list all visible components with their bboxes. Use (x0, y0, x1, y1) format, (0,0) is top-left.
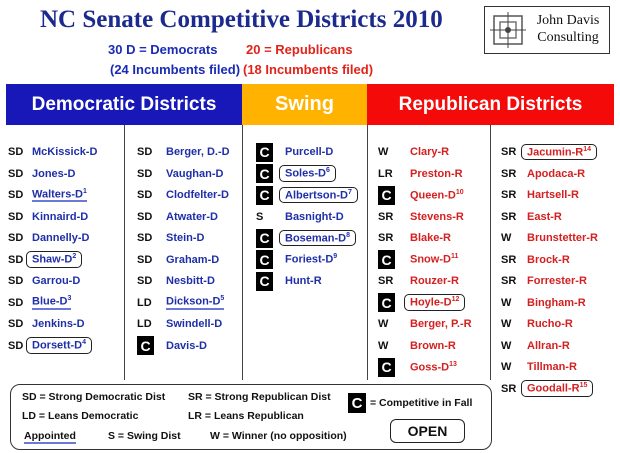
senator-name-text: Boseman-D (285, 232, 347, 245)
footnote-number: 4 (82, 339, 87, 347)
senator-name-text: Purcell-D (285, 146, 334, 158)
district-row (137, 315, 222, 333)
district-row (137, 294, 224, 312)
senator-name (32, 188, 87, 203)
senator-name-text: Allran-R (527, 339, 570, 352)
legend-appointed: Appointed (24, 430, 76, 442)
footnote-number: 2 (72, 253, 77, 261)
senator-name-text: Kinnaird-D (32, 210, 89, 223)
senator-name (166, 295, 224, 310)
legend-competitive: = Competitive in Fall (370, 397, 473, 409)
district-class: SR (378, 232, 394, 244)
competitive-badge: C (256, 272, 273, 291)
district-row (137, 337, 207, 355)
senator-name-text: Garrou-D (32, 275, 81, 287)
district-class: SR (378, 275, 394, 287)
senator-name (166, 146, 230, 158)
senator-name (410, 340, 456, 352)
footnote-number: 14 (583, 145, 592, 153)
district-row (137, 165, 223, 183)
district-row (256, 208, 344, 226)
senator-name (32, 318, 85, 330)
district-row (137, 251, 219, 269)
district-row (8, 208, 88, 226)
district-class: SR (501, 167, 517, 180)
senator-name (279, 187, 358, 204)
senator-name-text: Swindell-D (166, 318, 223, 330)
page-title: NC Senate Competitive Districts 2010 (40, 6, 443, 33)
senator-name-text: Dickson-D (166, 295, 221, 308)
district-row (137, 143, 230, 161)
footnote-number: 11 (450, 253, 459, 261)
footnote-number: 15 (579, 382, 588, 390)
district-class: SR (501, 253, 517, 266)
senator-name (285, 253, 337, 266)
senator-name (32, 295, 71, 310)
senator-name (527, 318, 573, 330)
senator-name (527, 211, 562, 223)
legend-winner: W = Winner (no opposition) (210, 430, 347, 442)
district-class: SD (8, 296, 24, 309)
senator-name (410, 189, 464, 202)
district-row (8, 165, 75, 183)
senator-name-text: Jenkins-D (32, 318, 85, 330)
divider (242, 125, 243, 380)
senator-name (527, 297, 586, 309)
senator-name (410, 232, 451, 244)
senator-name-text: Dannelly-D (32, 232, 90, 244)
district-row (501, 208, 562, 226)
district-class: SD (137, 275, 153, 287)
district-class: LR (378, 167, 393, 180)
district-class: W (501, 296, 512, 309)
district-row (256, 143, 333, 161)
senator-name (527, 340, 570, 352)
district-class: SD (8, 189, 24, 201)
district-row (8, 272, 80, 290)
senator-name-text: Stevens-R (410, 210, 464, 223)
senator-name-text: Hartsell-R (527, 189, 579, 201)
senator-name-text: Walters-D (32, 188, 83, 201)
district-class: S (256, 210, 264, 223)
senator-name-text: Albertson-D (285, 189, 348, 202)
senator-name (166, 232, 205, 244)
district-class: LD (137, 318, 152, 330)
senator-name (279, 165, 336, 182)
senator-name (166, 318, 222, 330)
district-row (8, 186, 87, 204)
footnote-number: 12 (451, 296, 460, 304)
logo-emblem-icon (488, 10, 528, 50)
senator-name (26, 251, 82, 268)
district-row (501, 272, 587, 290)
logo-line2: Consulting (537, 30, 599, 45)
senator-name-text: Atwater-D (166, 210, 218, 223)
district-row (137, 272, 215, 290)
header-democratic: Democratic Districts (6, 84, 242, 125)
divider (124, 125, 125, 380)
dem-incumbents: (24 Incumbents filed) (110, 62, 241, 77)
senator-name (410, 275, 459, 287)
district-row (137, 186, 229, 204)
company-logo (484, 6, 610, 54)
divider (367, 125, 368, 380)
senator-name (410, 146, 449, 158)
senator-name-text: Berger, P.-R (410, 318, 472, 330)
competitive-badge: C (378, 293, 395, 312)
competitive-badge: C (378, 358, 395, 377)
district-class: SR (501, 275, 517, 287)
legend-ld: LD = Leans Democratic (22, 410, 139, 422)
legend-lr: LR = Leans Republican (188, 410, 304, 422)
senator-name-text: Blake-R (410, 232, 451, 244)
header-swing: Swing (242, 84, 367, 125)
district-class: SD (8, 318, 24, 330)
district-class: W (501, 339, 512, 352)
senator-name-text: Rucho-R (527, 318, 573, 330)
district-class: SD (137, 232, 153, 244)
district-class: W (378, 146, 389, 158)
senator-name (166, 340, 207, 352)
senator-name-text: Clodfelter-D (166, 189, 229, 201)
district-row (501, 229, 598, 247)
district-class: SD (8, 339, 24, 352)
senator-name-text: Davis-D (166, 339, 207, 352)
district-class: SD (8, 146, 24, 158)
senator-name-text: Vaughan-D (166, 167, 224, 180)
competitive-badge: C (137, 336, 154, 355)
district-row (256, 186, 358, 204)
competitive-badge: C (378, 250, 395, 269)
district-row (501, 294, 586, 312)
district-row (256, 272, 322, 290)
senator-name-text: Queen-D (410, 189, 456, 202)
district-row (378, 229, 451, 247)
legend-swing: S = Swing Dist (108, 430, 181, 442)
senator-name-text: Clary-R (410, 146, 450, 158)
district-row (501, 251, 570, 269)
district-row (501, 337, 570, 355)
senator-name (527, 275, 587, 287)
district-class: SR (501, 382, 517, 395)
district-row (501, 380, 593, 398)
senator-name-text: Basnight-D (285, 210, 344, 223)
senator-name-text: Bingham-R (527, 296, 586, 309)
district-row (501, 143, 597, 161)
legend-sr: SR = Strong Republican Dist (188, 391, 331, 403)
district-row (8, 251, 82, 269)
rep-incumbents: (18 Incumbents filed) (243, 62, 374, 77)
district-row (378, 358, 457, 376)
district-row (256, 165, 336, 183)
senator-name-text: Forrester-R (527, 275, 587, 287)
district-class: W (378, 318, 389, 330)
competitive-badge: C (256, 250, 273, 269)
senator-name-text: Soles-D (285, 167, 326, 180)
senator-name (32, 275, 80, 287)
senator-name (410, 253, 458, 266)
footnote-number: 1 (82, 187, 87, 195)
senator-name (166, 168, 223, 180)
district-row (378, 272, 459, 290)
senator-name-text: Hunt-R (285, 275, 322, 287)
senator-name-text: East-R (527, 210, 562, 223)
senator-name-text: Goodall-R (527, 382, 580, 395)
senator-name-text: Preston-R (410, 167, 463, 180)
district-class: SD (8, 210, 24, 223)
district-class: W (501, 318, 512, 330)
district-row (378, 186, 464, 204)
senator-name-text: Brown-R (410, 339, 456, 352)
dem-count: 30 D = Democrats (108, 42, 218, 57)
senator-name (166, 211, 218, 223)
senator-name-text: Nesbitt-D (166, 275, 215, 287)
district-class: SD (8, 167, 24, 180)
footnote-number: 13 (449, 360, 457, 368)
divider (490, 125, 491, 380)
district-class: SR (378, 210, 394, 223)
district-row (378, 315, 472, 333)
senator-name (166, 254, 219, 266)
district-class: SD (137, 189, 153, 201)
senator-name (410, 211, 464, 223)
rep-count: 20 = Republicans (246, 42, 353, 57)
senator-name (285, 146, 333, 158)
district-row (256, 229, 356, 247)
district-row (8, 229, 89, 247)
senator-name-text: Brunstetter-R (527, 232, 598, 244)
district-row (501, 315, 573, 333)
district-class: SD (8, 275, 24, 287)
district-class: W (378, 339, 389, 352)
senator-name-text: Hoyle-D (410, 296, 452, 309)
district-row (256, 251, 337, 269)
district-class: SD (8, 232, 24, 244)
senator-name-text: Shaw-D (32, 253, 73, 266)
senator-name-text: Dorsett-D (32, 339, 83, 352)
district-row (501, 186, 579, 204)
footnote-number: 9 (333, 253, 338, 261)
senator-name (26, 337, 92, 354)
senator-name (410, 168, 463, 180)
senator-name (527, 189, 579, 201)
senator-name-text: Brock-R (527, 253, 570, 266)
senator-name (404, 294, 465, 311)
district-row (8, 337, 92, 355)
senator-name (32, 168, 75, 180)
senator-name (166, 189, 229, 201)
senator-name-text: Blue-D (32, 295, 68, 308)
district-row (8, 143, 97, 161)
district-row (378, 294, 465, 312)
senator-name-text: Jones-D (32, 167, 76, 180)
senator-name-text: McKissick-D (32, 146, 98, 158)
district-row (378, 165, 463, 183)
senator-name (32, 232, 89, 244)
footnote-number: 8 (346, 231, 351, 239)
logo-line1: John Davis (536, 13, 600, 28)
senator-name-text: Apodaca-R (527, 167, 586, 180)
header-republican: Republican Districts (367, 84, 614, 125)
senator-name (32, 211, 88, 223)
competitive-badge: C (256, 143, 273, 162)
competitive-badge: C (256, 229, 273, 248)
district-row (501, 165, 585, 183)
district-row (137, 208, 218, 226)
district-class: SR (501, 189, 517, 201)
district-row (501, 358, 577, 376)
district-row (378, 208, 464, 226)
senator-name (527, 254, 570, 266)
senator-name (527, 168, 585, 180)
senator-name-text: Snow-D (410, 253, 451, 266)
footnote-number: 3 (67, 295, 72, 303)
senator-name-text: Goss-D (410, 361, 450, 374)
senator-name-text: Berger, D.-D (166, 146, 230, 158)
footnote-number: 6 (325, 167, 330, 175)
district-class: SR (501, 210, 517, 223)
senator-name (521, 144, 597, 161)
competitive-badge: C (256, 164, 273, 183)
district-row (8, 294, 71, 312)
senator-name (32, 146, 97, 158)
district-row (8, 315, 85, 333)
district-class: SD (137, 146, 153, 158)
senator-name (410, 361, 457, 374)
competitive-badge: C (256, 186, 273, 205)
district-class: SD (137, 210, 153, 223)
district-row (378, 143, 449, 161)
footnote-number: 7 (347, 188, 352, 196)
district-class: W (501, 361, 512, 373)
senator-name-text: Foriest-D (285, 253, 334, 266)
district-row (378, 337, 456, 355)
senator-name (279, 230, 356, 247)
district-class: LD (137, 296, 152, 309)
senator-name (285, 275, 322, 287)
senator-name-text: Jacumin-R (527, 146, 584, 159)
district-class: SD (8, 253, 24, 266)
legend-sd: SD = Strong Democratic Dist (22, 391, 166, 403)
senator-name-text: Stein-D (166, 232, 205, 244)
district-class: W (501, 232, 512, 244)
district-class: SD (137, 253, 153, 266)
footnote-number: 5 (220, 295, 225, 303)
senator-name (527, 232, 598, 244)
senator-name (521, 380, 593, 397)
senator-name (166, 275, 215, 287)
open-badge: OPEN (390, 419, 465, 443)
district-class: SR (501, 146, 517, 158)
legend-competitive-mark: C (348, 393, 366, 413)
senator-name (410, 318, 472, 330)
senator-name-text: Tillman-R (527, 361, 577, 373)
district-row (137, 229, 205, 247)
competitive-badge: C (378, 186, 395, 205)
district-class: SD (137, 167, 153, 180)
senator-name (527, 361, 577, 373)
senator-name-text: Graham-D (166, 253, 220, 266)
footnote-number: 10 (455, 188, 464, 196)
senator-name (285, 211, 344, 223)
district-row (378, 251, 458, 269)
senator-name-text: Rouzer-R (410, 275, 459, 287)
